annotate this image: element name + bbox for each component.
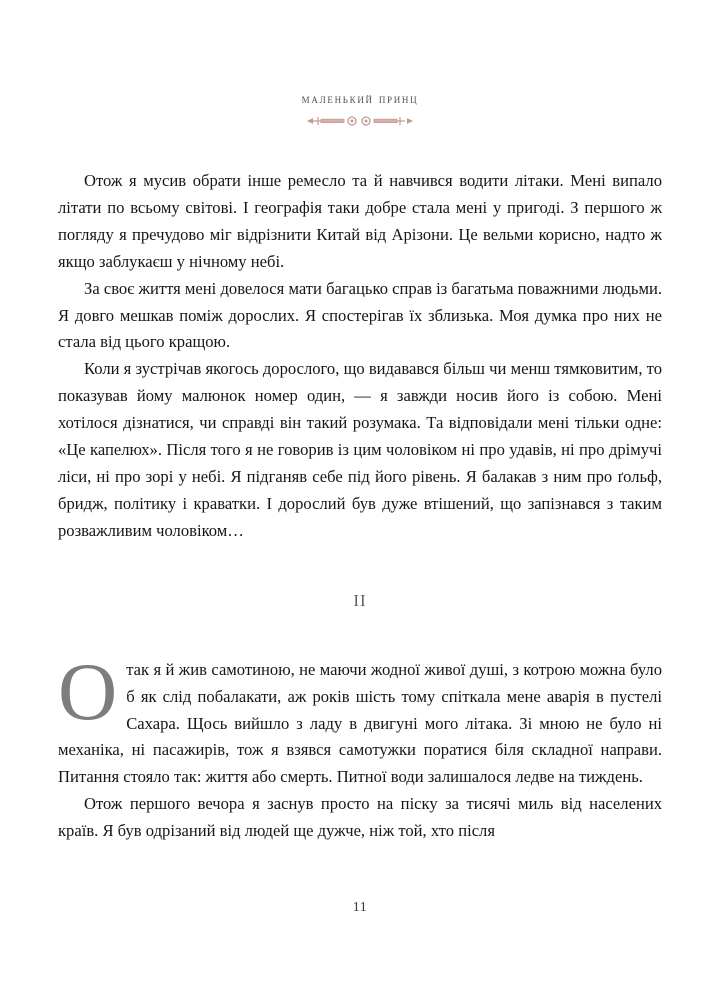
divider-ornament-icon — [305, 114, 415, 128]
paragraph: Отож я мусив обрати інше ремесло та й навчився водити літаки. Мені випало літати по всьому світові. І географія таки добре стала мені у пригоді. З першого ж погляду я пречудово міг відрізнити Китай від Арізони. Це вельми корисно, надто ж якщо заблукаєш у нічному небі. — [58, 171, 662, 271]
running-head-title: маленький принц — [301, 91, 419, 106]
chapter-numeral: II — [353, 591, 367, 611]
chapter-opening-paragraph — [58, 645, 662, 792]
drop-cap: О — [58, 645, 118, 737]
paragraph: Коли я зустрічав якогось дорослого, що видавався більш чи менш тямковитим, то показував йому малюнок номер один, — я завжди носив його із собою. Мені хотілося дізнатися, чи справді він такий розумака. Та відповідали мені тільки одне: «Це капелюх». Після того я не говорив із цим чоловіком ні про удавів, ні про дрімучі ліси, ні про зорі у небі. Я підганяв себе під його рівень. Я балакав з ним про ґольф, бридж, політику і краватки. І дорослий був дуже втішений, що запізнався з таким розважливим чоловіком… — [58, 359, 662, 540]
chapter-opening-text: так я й жив самотиною, не маючи жодної живої душі, з котрою можна було б як слід побалакати, аж років шість тому спіткала мене аварія в пустелі Сахара. Щось вийшло з ладу в двигуні мого літака. Зі мною не було ні механіка, ні пасажирів, тож я взявся самотужки поратися біля складної направи. Питання стояло так: життя або смерть. Питної води залишалося ледве на тиждень. — [58, 659, 662, 787]
paragraph: Отож першого вечора я заснув просто на піску за тисячі миль від населених країв. Я був одрізаний від людей ще дужче, ніж той, хто після — [58, 794, 662, 841]
divider-ornament — [0, 113, 720, 129]
page-number: 11 — [352, 900, 368, 915]
text-column — [58, 168, 662, 845]
chapter-heading — [58, 545, 662, 657]
paragraph: За своє життя мені довелося мати багацько справ із багатьма поважними людьми. Я довго мешкав поміж дорослих. Я спостерігав їх зблизька. Моя думка про них не стала від цього кращою. — [58, 278, 662, 352]
running-head — [0, 90, 720, 108]
